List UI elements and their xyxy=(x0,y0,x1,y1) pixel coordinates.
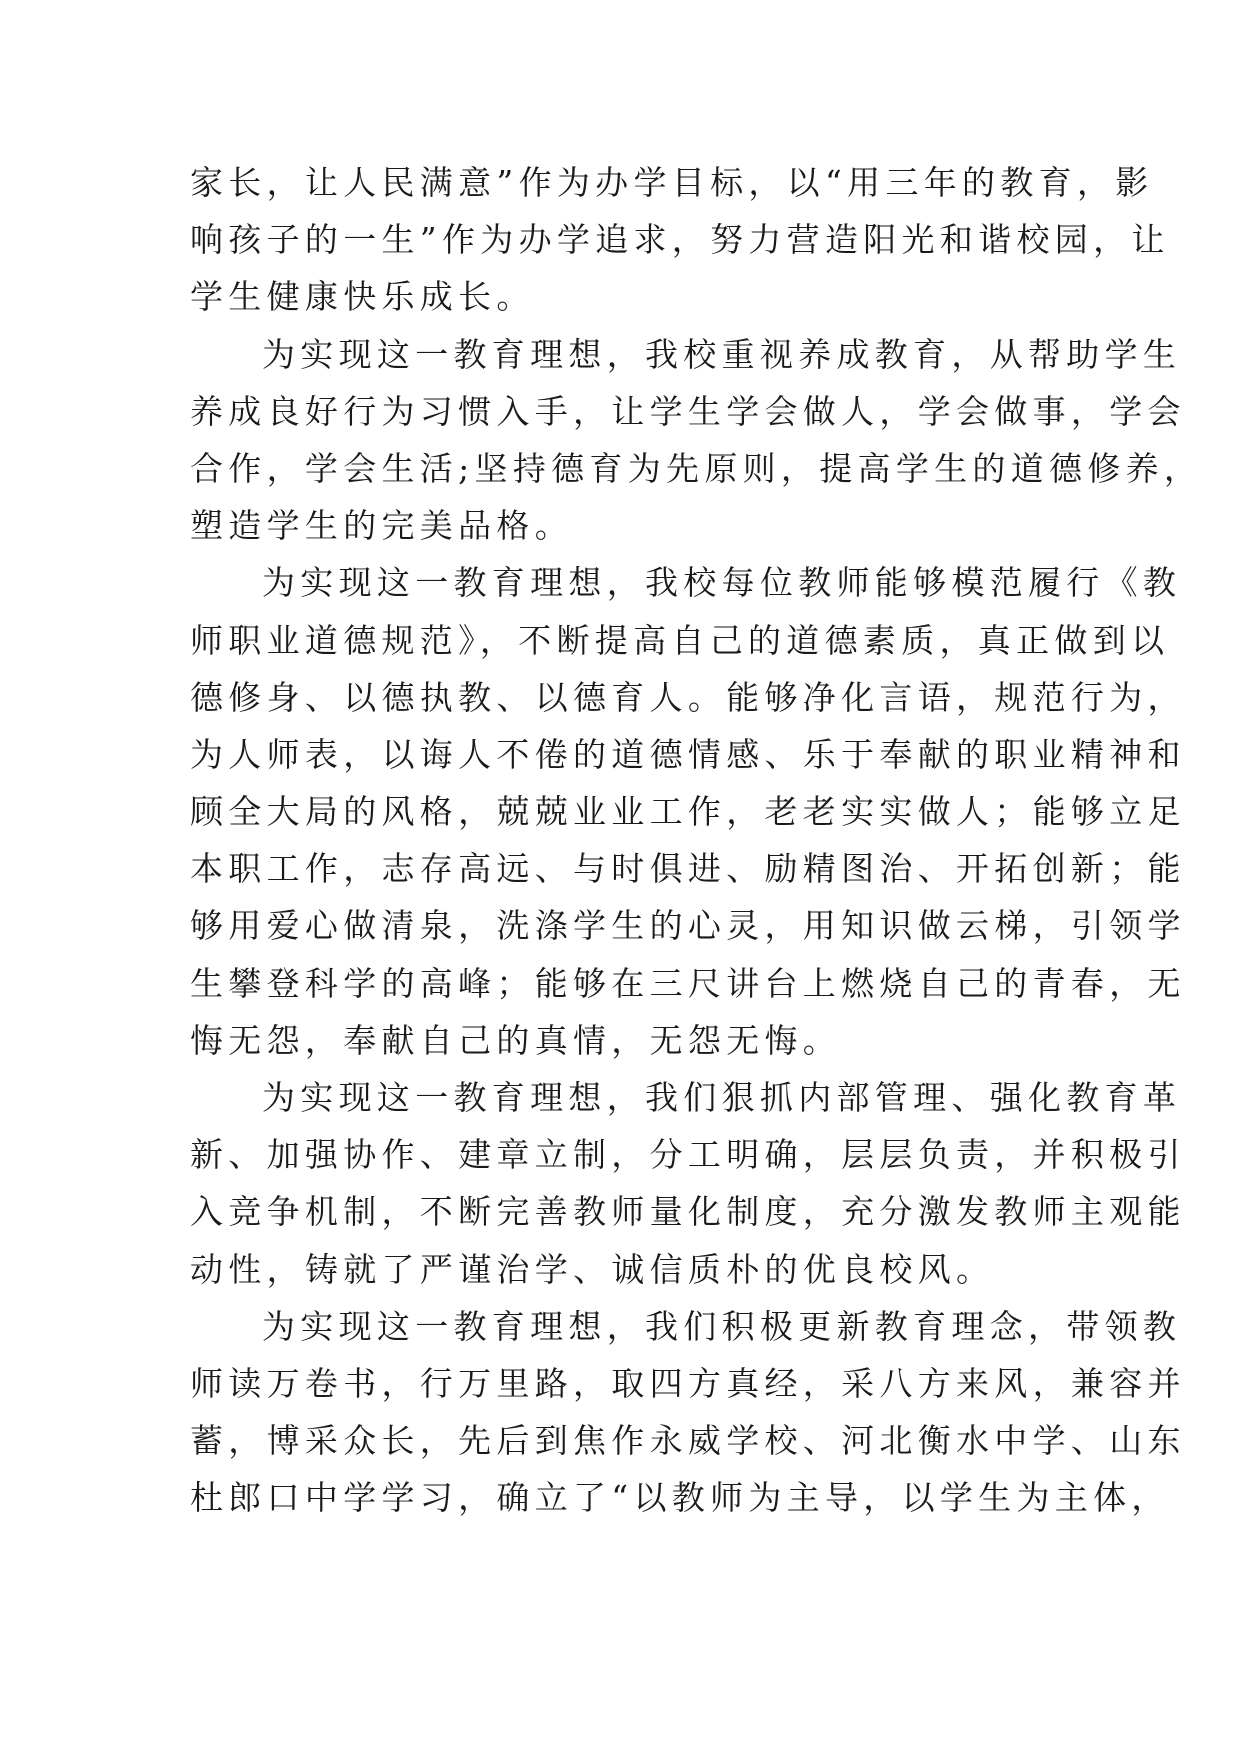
text-line: 入竞争机制，不断完善教师量化制度，充分激发教师主观能 xyxy=(190,1192,1186,1232)
text-line: 家长，让人民满意”作为办学目标，以“用三年的教育，影 xyxy=(190,163,1154,202)
text-line: 新、加强协作、建章立制，分工明确，层层负责，并积极引 xyxy=(190,1135,1186,1175)
text-line: 师职业道德规范》，不断提高自己的道德素质，真正做到以 xyxy=(190,620,1170,660)
text-line: 动性，铸就了严谨治学、诚信质朴的优良校风。 xyxy=(190,1249,995,1289)
text-line: 师读万卷书，行万里路，取四方真经，采八方来风，兼容并 xyxy=(190,1363,1186,1403)
text-line: 生攀登科学的高峰；能够在三尺讲台上燃烧自己的青春，无 xyxy=(190,963,1186,1003)
text-line: 合作，学会生活;坚持德育为先原则，提高学生的道德修养， xyxy=(190,448,1203,488)
text-line: 为实现这一教育理想，我校重视养成教育，从帮助学生 xyxy=(262,334,1182,374)
text-line: 悔无怨，奉献自己的真情，无怨无悔。 xyxy=(190,1020,842,1060)
text-line: 够用爱心做清泉，洗涤学生的心灵，用知识做云梯，引领学 xyxy=(190,906,1186,946)
text-line: 本职工作，志存高远、与时俱进、励精图治、开拓创新；能 xyxy=(190,849,1186,889)
text-line: 为实现这一教育理想，我们狠抓内部管理、强化教育革 xyxy=(262,1078,1182,1117)
text-line: 为人师表，以诲人不倦的道德情感、乐于奉献的职业精神和 xyxy=(190,734,1186,774)
text-line: 响孩子的一生”作为办学追求，努力营造阳光和谐校园，让 xyxy=(190,220,1170,260)
text-line: 养成良好行为习惯入手，让学生学会做人，学会做事，学会 xyxy=(190,391,1186,431)
text-line: 塑造学生的完美品格。 xyxy=(190,506,573,546)
text-line: 为实现这一教育理想，我们积极更新教育理念，带领教 xyxy=(262,1306,1182,1346)
text-line: 德修身、以德执教、以德育人。能够净化言语，规范行为， xyxy=(190,677,1186,717)
text-line: 顾全大局的风格，兢兢业业工作，老老实实做人；能够立足 xyxy=(190,792,1186,832)
text-line: 为实现这一教育理想，我校每位教师能够模范履行《教 xyxy=(262,563,1182,603)
text-line: 蓄，博采众长，先后到焦作永威学校、河北衡水中学、山东 xyxy=(190,1421,1186,1461)
text-line: 学生健康快乐成长。 xyxy=(190,277,535,317)
text-line: 杜郎口中学学习，确立了“以教师为主导，以学生为主体， xyxy=(190,1478,1170,1518)
body-text xyxy=(190,154,1203,1527)
